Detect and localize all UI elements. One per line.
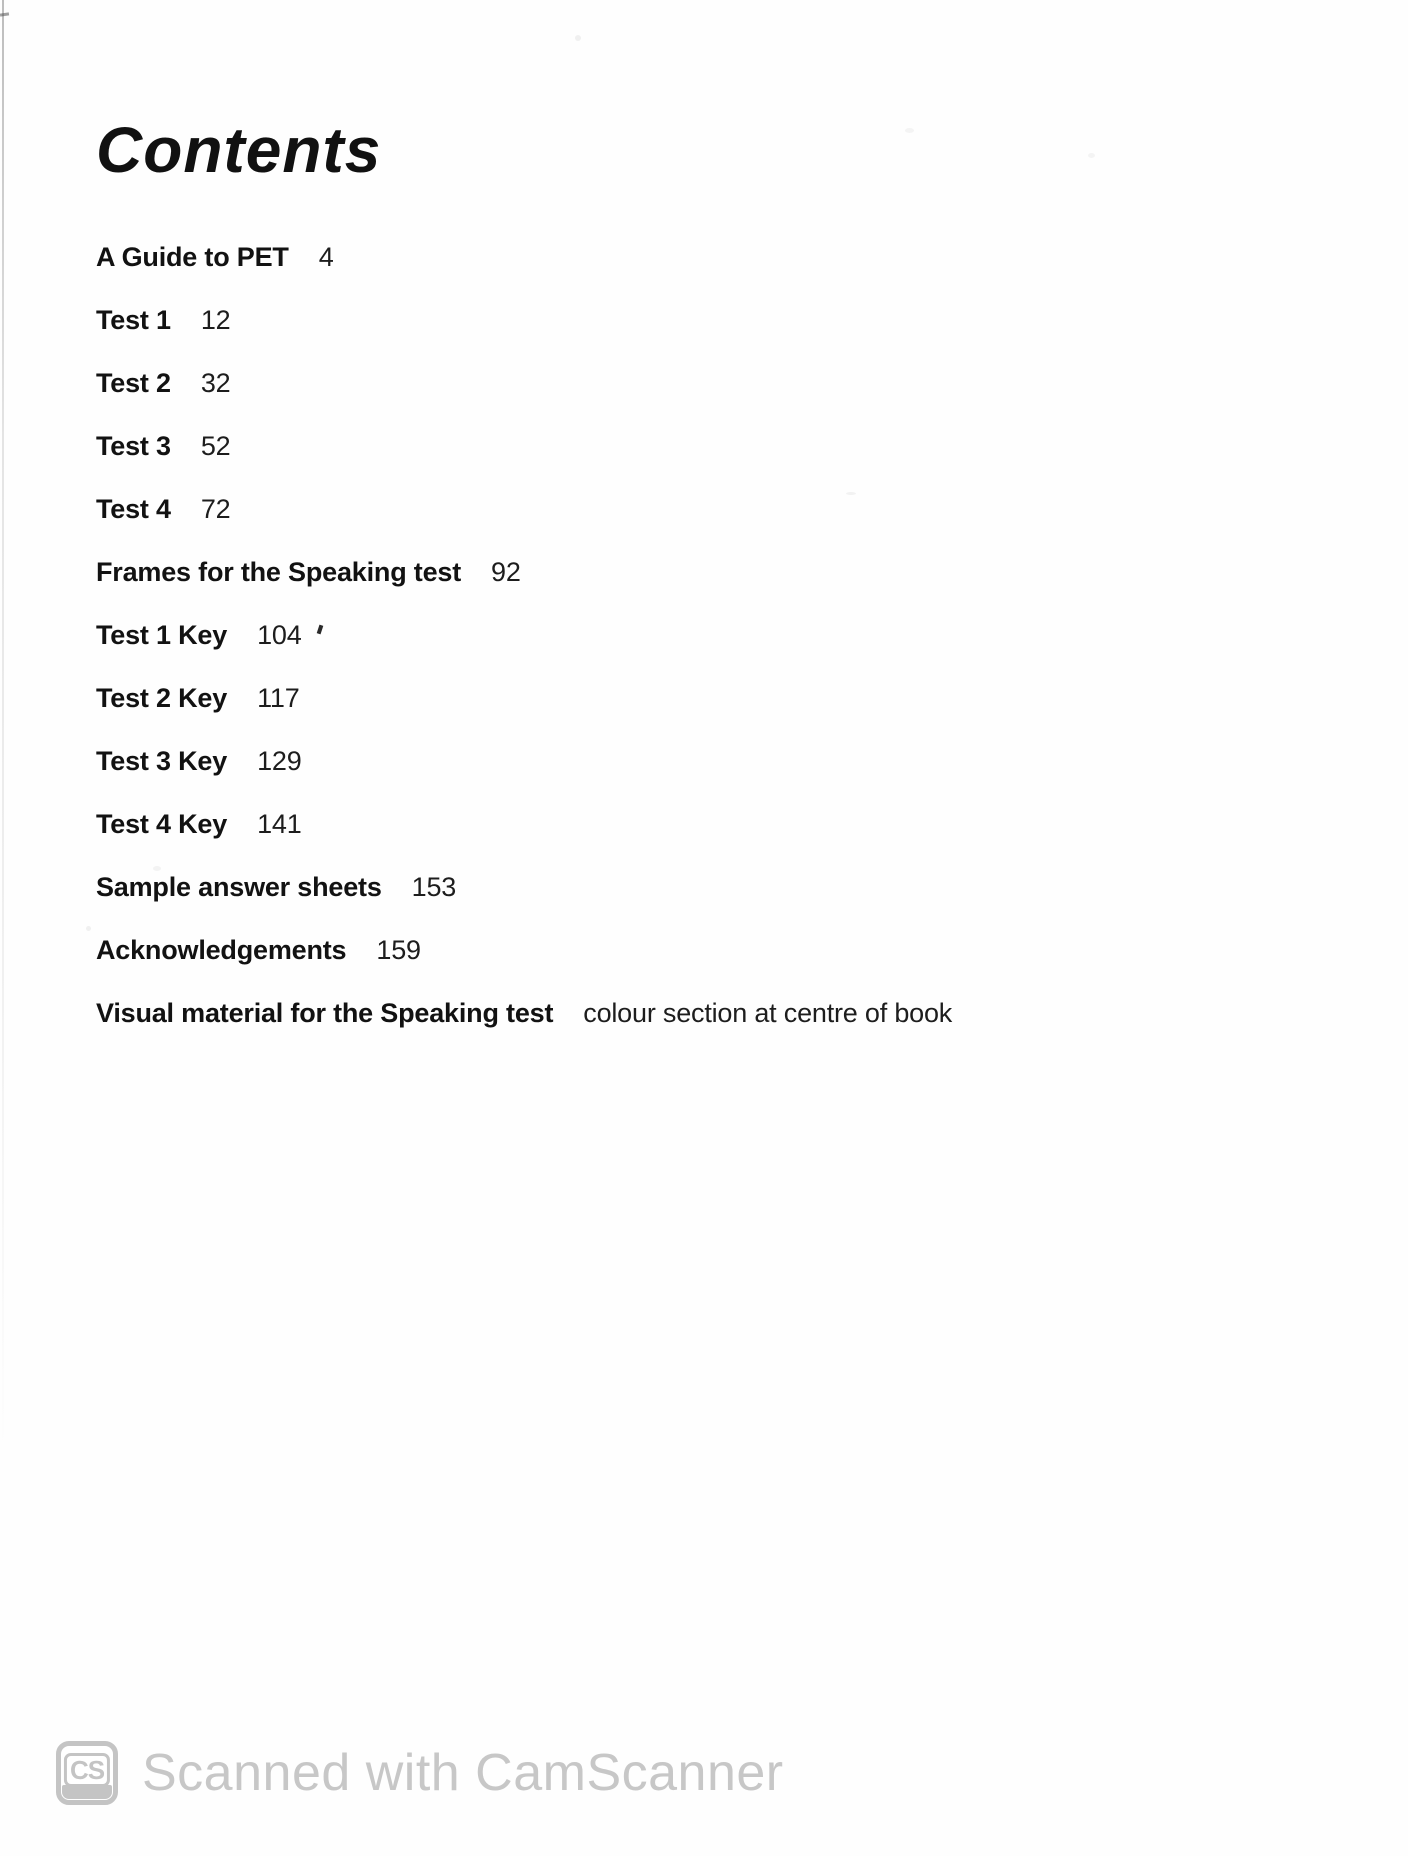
toc-entry-label: Test 4	[96, 494, 171, 524]
table-of-contents	[96, 242, 1296, 1028]
toc-entry-acknowledgements	[96, 935, 1296, 965]
toc-entry-page: 129	[257, 746, 302, 776]
toc-entry-test1	[96, 305, 1296, 335]
toc-entry-label: Test 3 Key	[96, 746, 228, 776]
toc-entry-label: Test 4 Key	[96, 809, 228, 839]
toc-entry-guide	[96, 242, 1296, 272]
toc-entry-test1-key	[96, 620, 1296, 650]
toc-entry-test4-key	[96, 809, 1296, 839]
toc-entry-sample-sheets	[96, 872, 1296, 902]
toc-entry-test2	[96, 368, 1296, 398]
toc-entry-page: 104	[257, 620, 302, 650]
toc-entry-label: Test 2 Key	[96, 683, 228, 713]
camscanner-icon-bar	[62, 1785, 112, 1799]
scan-tick-artifact	[316, 625, 323, 635]
watermark-text: Scanned with CamScanner	[142, 1744, 784, 1802]
toc-entry-page: 159	[376, 935, 421, 965]
toc-entry-test4	[96, 494, 1296, 524]
camscanner-watermark	[56, 1741, 784, 1805]
toc-entry-label: Frames for the Speaking test	[96, 557, 462, 587]
toc-entry-page: colour section at centre of book	[583, 998, 953, 1028]
toc-entry-page: 153	[411, 872, 457, 902]
toc-entry-frames	[96, 557, 1296, 587]
scan-speck	[575, 35, 581, 41]
toc-entry-page: 4	[318, 242, 334, 272]
page-content	[96, 114, 1296, 1061]
toc-entry-label: Sample answer sheets	[96, 872, 382, 902]
toc-entry-page: 72	[200, 494, 231, 524]
toc-entry-label: Test 1	[96, 305, 171, 335]
toc-entry-page: 32	[200, 368, 231, 398]
toc-entry-label: A Guide to PET	[96, 242, 289, 272]
toc-entry-page: 92	[491, 557, 521, 587]
scan-edge-tick-artifact	[0, 12, 9, 16]
toc-entry-label: Acknowledgements	[96, 935, 347, 965]
toc-entry-visual-material	[96, 998, 1296, 1028]
toc-entry-page: 141	[257, 809, 302, 839]
toc-entry-label: Test 2	[96, 368, 171, 398]
toc-entry-test3-key	[96, 746, 1296, 776]
scan-edge-artifact	[2, 0, 4, 1460]
toc-entry-test3	[96, 431, 1296, 461]
camscanner-icon-letters: CS	[64, 1753, 110, 1787]
toc-entry-label: Test 3	[96, 431, 171, 461]
toc-entry-page: 52	[200, 431, 231, 461]
scan-speck	[86, 926, 91, 931]
toc-entry-label: Visual material for the Speaking test	[96, 998, 554, 1028]
toc-entry-page: 117	[257, 683, 300, 713]
toc-entry-page: 12	[200, 305, 231, 335]
toc-entry-test2-key	[96, 683, 1296, 713]
toc-entry-label: Test 1 Key	[96, 620, 228, 650]
page-title: Contents	[96, 114, 382, 186]
camscanner-icon	[56, 1741, 118, 1805]
